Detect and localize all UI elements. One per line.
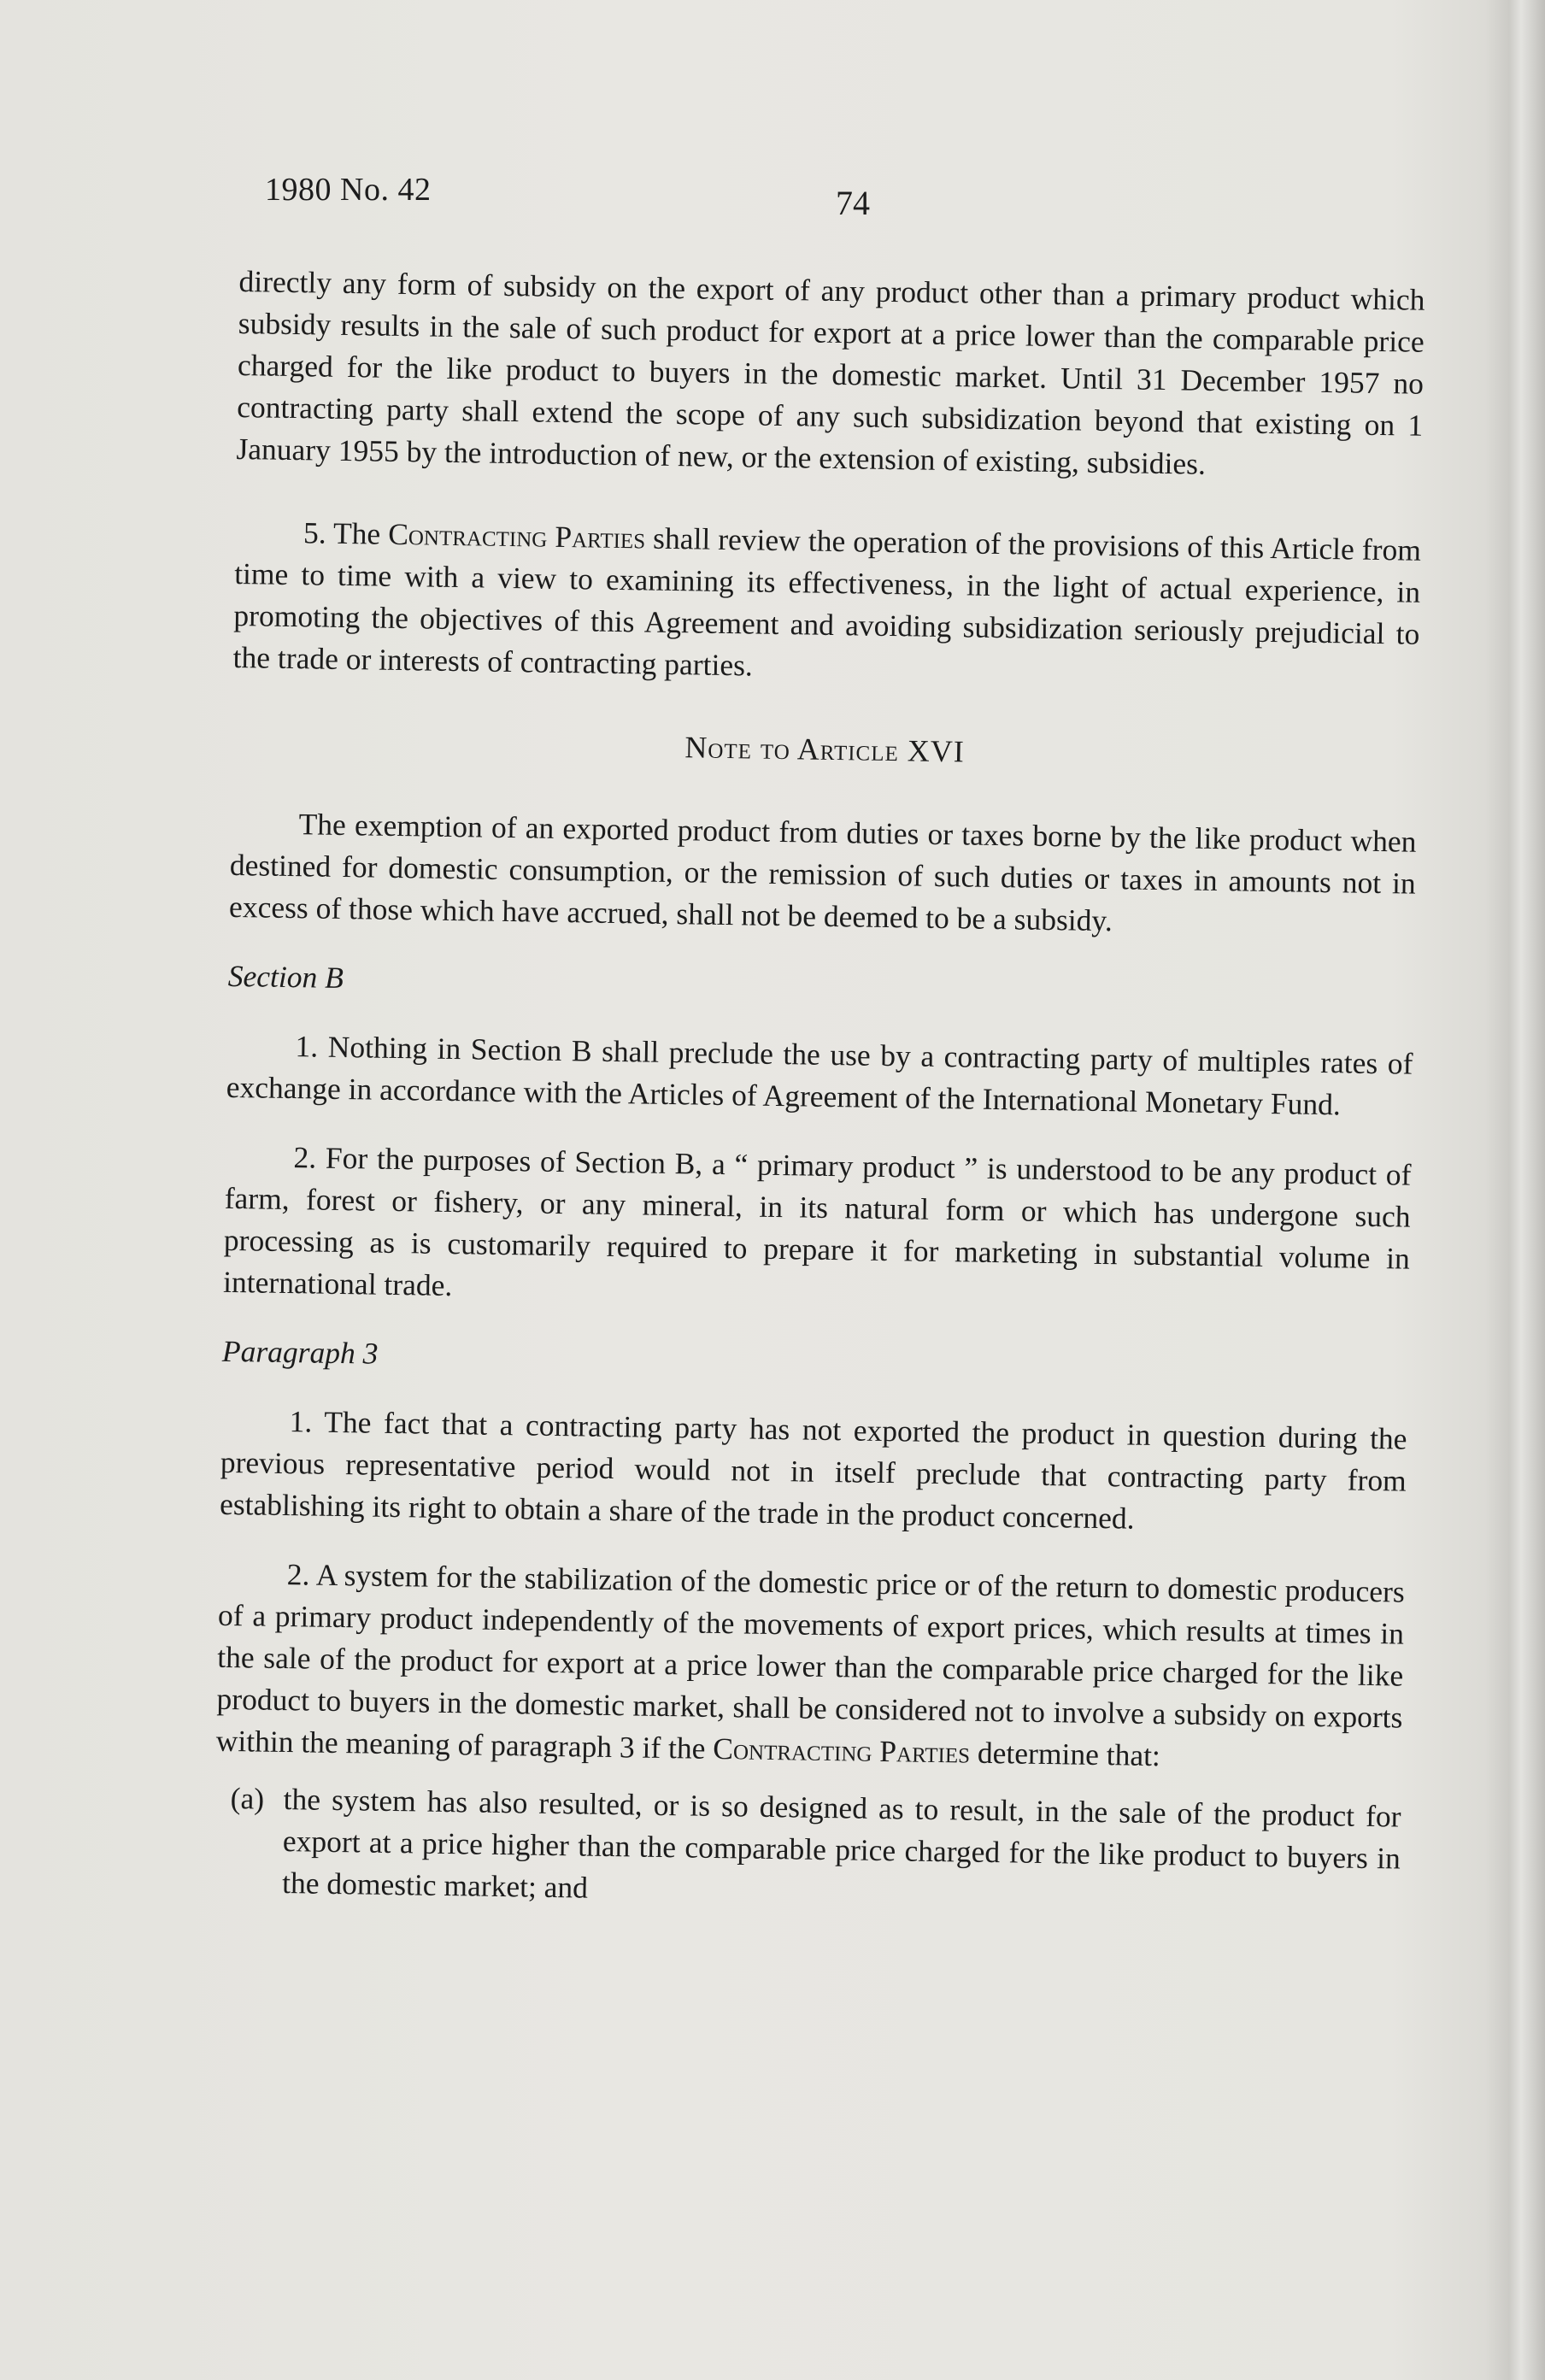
- section-b-label: Section B: [227, 958, 344, 996]
- contracting-parties-term: Contracting Parties: [713, 1731, 971, 1770]
- paragraph-5-number: 5. The: [303, 515, 381, 551]
- body-text: [214, 261, 1425, 1922]
- list-item-a-label: (a): [230, 1781, 265, 1816]
- paragraph-3-item-2: [215, 1553, 1405, 1781]
- paragraph-continuation: directly any form of subsidy on the export of any product other than a primary product which subsidy results in the sale of such product for export at a price lower than the comparable price charged for the like product to buyers in the domestic market. Until 31 December 1957 no contracting party shall extend the scope of any such subsidization beyond that existing on 1 January 1955 by the introduction of new, or the extension of existing, subsidies.: [236, 263, 1425, 481]
- list-item-a-text: the system has also resulted, or is so designed as to result, in the sale of the product for export at a price higher than the comparable price charged for the like product to buyers in the domestic market; and: [281, 1782, 1401, 1905]
- note-heading: Note to Article XVI: [684, 730, 966, 769]
- paragraph-3-item-2-text: 2. A system for the stabilization of the domestic price or of the return to domestic producers of a primary product independently of the movements of export prices, which results at times in the sale of the product for export at a price lower than the comparable price charged for the like product to buyers in the domestic market, shall be considered not to involve a subsidy on exports within the meaning of paragraph 3 if the: [215, 1557, 1406, 1766]
- paragraph-3-label: Paragraph 3: [221, 1333, 379, 1371]
- contracting-parties-term: Contracting Parties: [387, 516, 646, 555]
- page-header: [265, 171, 1427, 222]
- section-b-paragraph-2: 2. For the purposes of Section B, a “ primary product ” is understood to be any product of farm, forest or fishery, or any mineral, in its natural form or which has undergone such processing as is customarily required to prepare it for marketing in substantial volume in international trade.: [222, 1140, 1412, 1303]
- paragraph-5: [232, 511, 1421, 697]
- page-number: 74: [836, 184, 870, 222]
- paragraph-5-text: shall review the operation of the provisions of this Article from time to time with a view to examining its effectiveness, in the light of actual experience, in promoting the objectives of this Agreement and avoiding subsidization seriously prejudicial to the trade or interests of contracting parties.: [232, 520, 1422, 683]
- section-b-paragraph-1: 1. Nothing in Section B shall preclude the use by a contracting party of multiples rates of exchange in accordance with the Articles of Agreement of the International Monetary Fund.: [226, 1029, 1413, 1122]
- paragraph-3-item-1: 1. The fact that a contracting party has not exported the product in question during the previous representative period would not in itself preclude that contracting party from establishing its right to obtain a share of the trade in the product concerned.: [219, 1404, 1407, 1536]
- binding-edge: [1485, 0, 1545, 2380]
- note-paragraph: The exemption of an exported product from duties or taxes borne by the like product when destined for domestic consumption, or the remission of such duties or taxes in amounts not in excess of those which have accrued, shall not be deemed to be a subsidy.: [228, 807, 1417, 938]
- list-item-a: [214, 1778, 1401, 1922]
- document-reference: 1980 No. 42: [265, 172, 432, 208]
- paragraph-3-item-2-end: determine that:: [977, 1735, 1161, 1773]
